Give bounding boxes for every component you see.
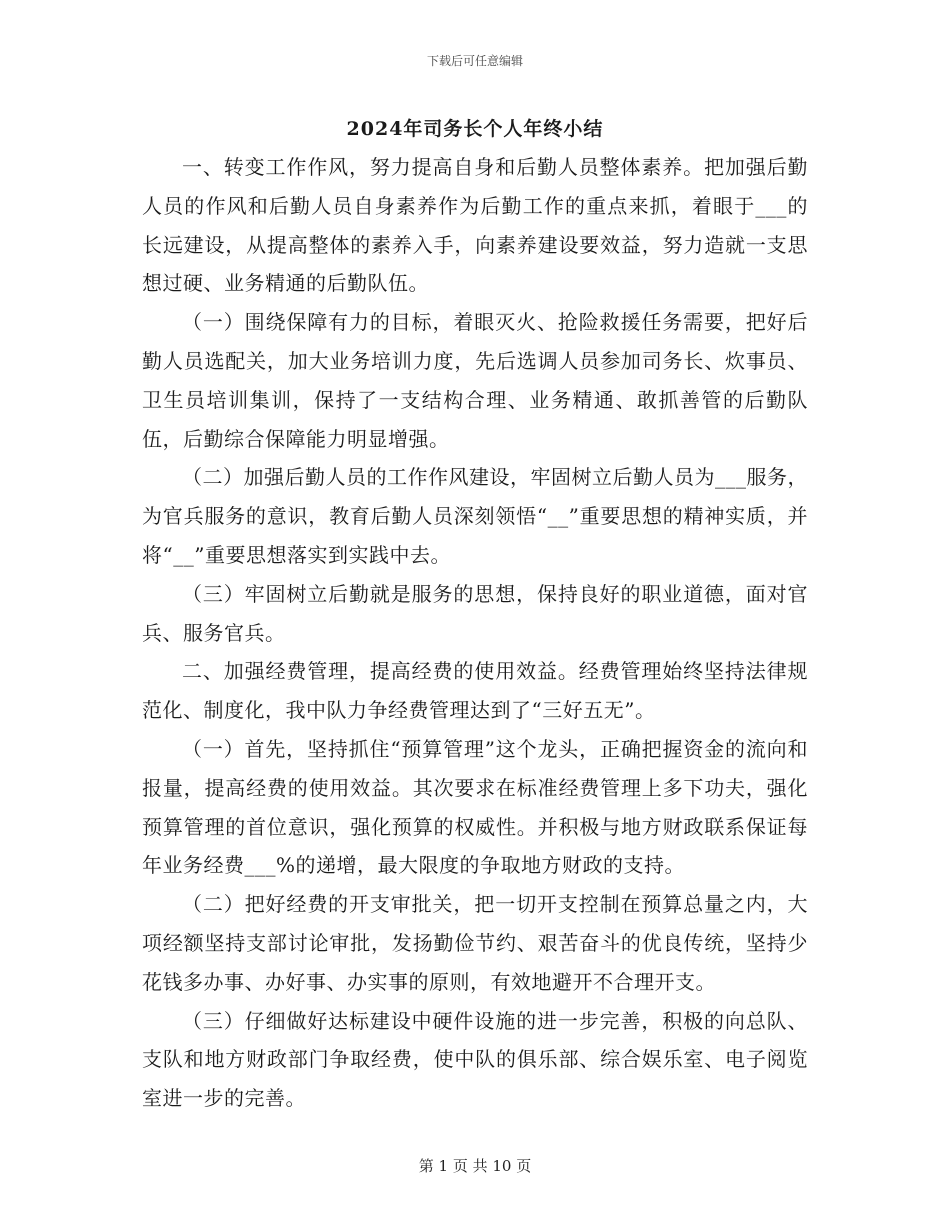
paragraph-section-2-item-2: （二）把好经费的开支审批关，把一切开支控制在预算总量之内，大项经额坚持支部讨论审批，发扬勤俭节约、艰苦奋斗的优良传统，坚持少花钱多办事、办好事、办实事的原则，有效地避开不合理开支。	[142, 892, 808, 994]
page-number: 第 1 页 共 10 页	[418, 1157, 532, 1175]
paragraph-section-1-item-2: （二）加强后勤人员的工作作风建设，牢固树立后勤人员为___服务，为官兵服务的意识，教育后勤人员深刻领悟“__”重要思想的精神实质，并将“__”重要思想落实到实践中去。	[142, 465, 808, 567]
paragraph-section-1-item-3: （三）牢固树立后勤就是服务的思想，保持良好的职业道德，面对官兵、服务官兵。	[142, 581, 808, 645]
header-note: 下载后可任意编辑	[426, 54, 523, 68]
paragraph-section-2: 二、加强经费管理，提高经费的使用效益。经费管理始终坚持法律规范化、制度化，我中队力争经费管理达到了“三好五无”。	[142, 659, 808, 723]
paragraph-section-2-item-1: （一）首先，坚持抓住“预算管理”这个龙头，正确把握资金的流向和报量，提高经费的使用效益。其次要求在标准经费管理上多下功夫，强化预算管理的首位意识，强化预算的权威性。并积极与地方财政联系保证每年业务经费___%的递增，最大限度的争取地方财政的支持。	[142, 736, 808, 878]
document-body	[142, 148, 808, 1118]
document-title: 2024年司务长个人年终小结	[346, 118, 604, 140]
paragraph-section-1-item-1: （一）围绕保障有力的目标，着眼灭火、抢险救援任务需要，把好后勤人员选配关，加大业务培训力度，先后选调人员参加司务长、炊事员、卫生员培训集训，保持了一支结构合理、业务精通、敢抓善管的后勤队伍，后勤综合保障能力明显增强。	[142, 310, 808, 451]
paragraph-section-1: 一、转变工作作风，努力提高自身和后勤人员整体素养。把加强后勤人员的作风和后勤人员自身素养作为后勤工作的重点来抓，着眼于___的长远建设，从提高整体的素养入手，向素养建设要效益，努力造就一支思想过硬、业务精通的后勤队伍。	[142, 155, 808, 296]
paragraph-section-2-item-3: （三）仔细做好达标建设中硬件设施的进一步完善，积极的向总队、支队和地方财政部门争取经费，使中队的俱乐部、综合娱乐室、电子阅览室进一步的完善。	[142, 1008, 808, 1111]
